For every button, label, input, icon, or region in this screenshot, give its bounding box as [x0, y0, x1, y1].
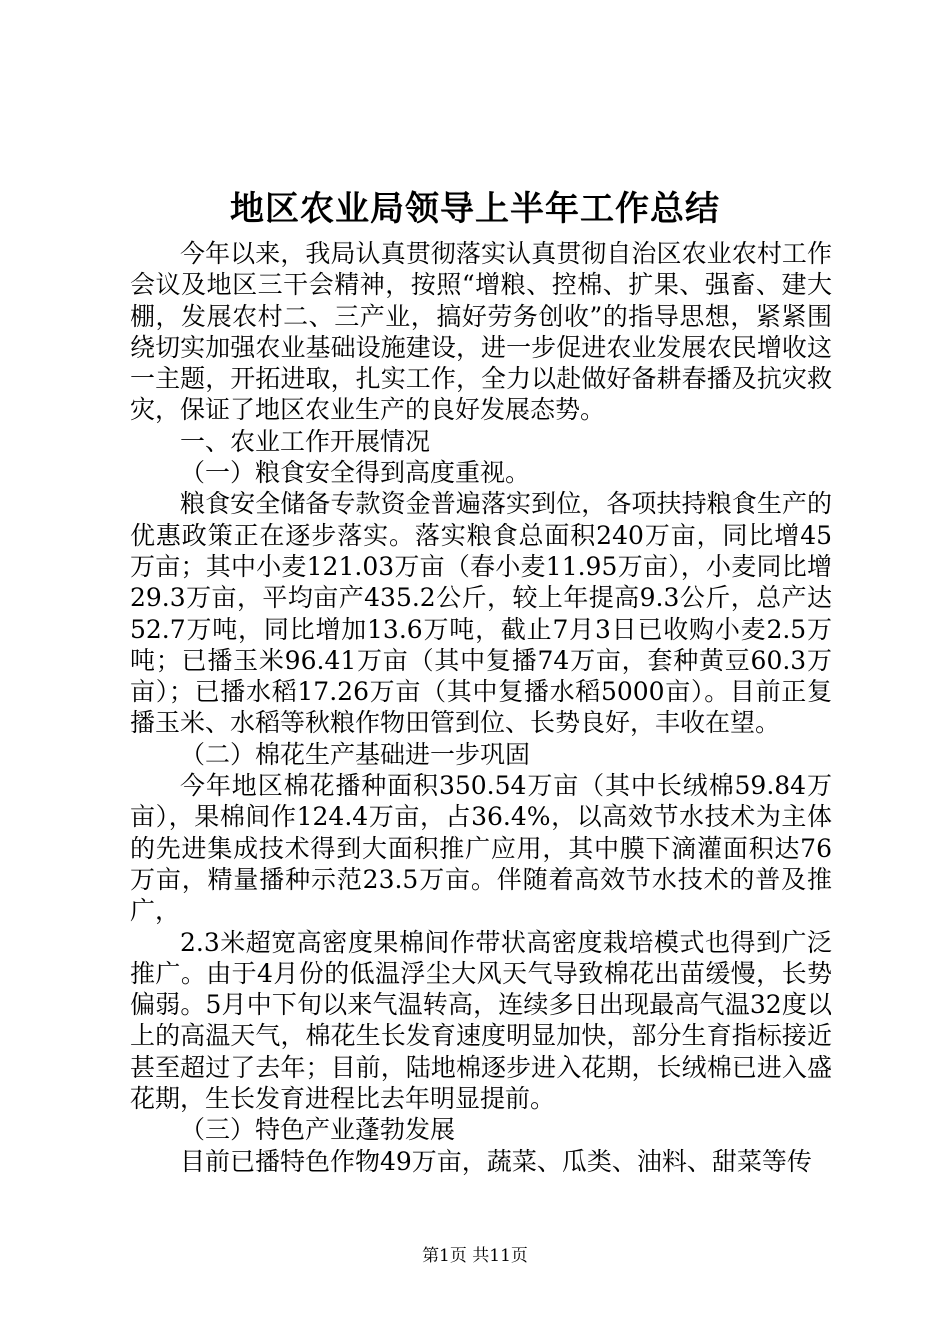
document-title: 地区农业局领导上半年工作总结: [230, 189, 720, 229]
intro-paragraph: 今年以来，我局认真贯彻落实认真贯彻自治区农业农村工作会议及地区三干会精神，按照“增粮、控棉、扩果、强畜、建大棚，发展农村二、三产业，搞好劳务创收”的指导思想，紧紧围绕切实加强农业基础设施建设，进一步促进农业发展农民增收这一主题，开拓进取，扎实工作，全力以赴做好备耕春播及抗灾救灾，保证了地区农业生产的良好发展态势。: [130, 239, 832, 425]
cotton-paragraph-2: 2.3米超宽高密度果棉间作带状高密度栽培模式也得到广泛推广。由于4月份的低温浮尘大风天气导致棉花出苗缓慢，长势偏弱。5月中下旬以来气温转高，连续多日出现最高气温32度以上的高温天气，棉花生长发育速度明显加快，部分生育指标接近甚至超过了去年；目前，陆地棉逐步进入花期，长绒棉已进入盛花期，生长发育进程比去年明显提前。: [130, 927, 832, 1114]
subsection-heading-3: （三）特色产业蓬勃发展: [180, 1115, 456, 1145]
cotton-paragraph-1: 今年地区棉花播种面积350.54万亩（其中长绒棉59.84万亩），果棉间作124.4万亩，占36.4%，以高效节水技术为主体的先进集成技术得到大面积推广应用，其中膜下滴灌面积达76万亩，精量播种示范23.5万亩。伴随着高效节水技术的普及推广，: [130, 771, 832, 926]
subsection-heading-1: （一）粮食安全得到高度重视。: [180, 458, 531, 488]
grain-paragraph: 粮食安全储备专款资金普遍落实到位，各项扶持粮食生产的优惠政策正在逐步落实。落实粮食总面积240万亩，同比增45万亩；其中小麦121.03万亩（春小麦11.95万亩），小麦同比增29.3万亩，平均亩产435.2公斤，较上年提高9.3公斤，总产达52.7万吨，同比增加13.6万吨，截止7月3日已收购小麦2.5万吨；已播玉米96.41万亩（其中复播74万亩，套种黄豆60.3万亩）；已播水稻17.26万亩（其中复播水稻5000亩）。目前正复播玉米、水稻等秋粮作物田管到位、长势良好，丰收在望。: [130, 489, 832, 738]
specialty-paragraph: 目前已播特色作物49万亩，蔬菜、瓜类、油料、甜菜等传: [180, 1146, 812, 1176]
page-number-footer: 第1页 共11页: [422, 1246, 528, 1266]
document-body: [130, 238, 832, 1177]
section-heading-1: 一、农业工作开展情况: [180, 426, 431, 456]
subsection-heading-2: （二）棉花生产基础进一步巩固: [180, 739, 531, 769]
